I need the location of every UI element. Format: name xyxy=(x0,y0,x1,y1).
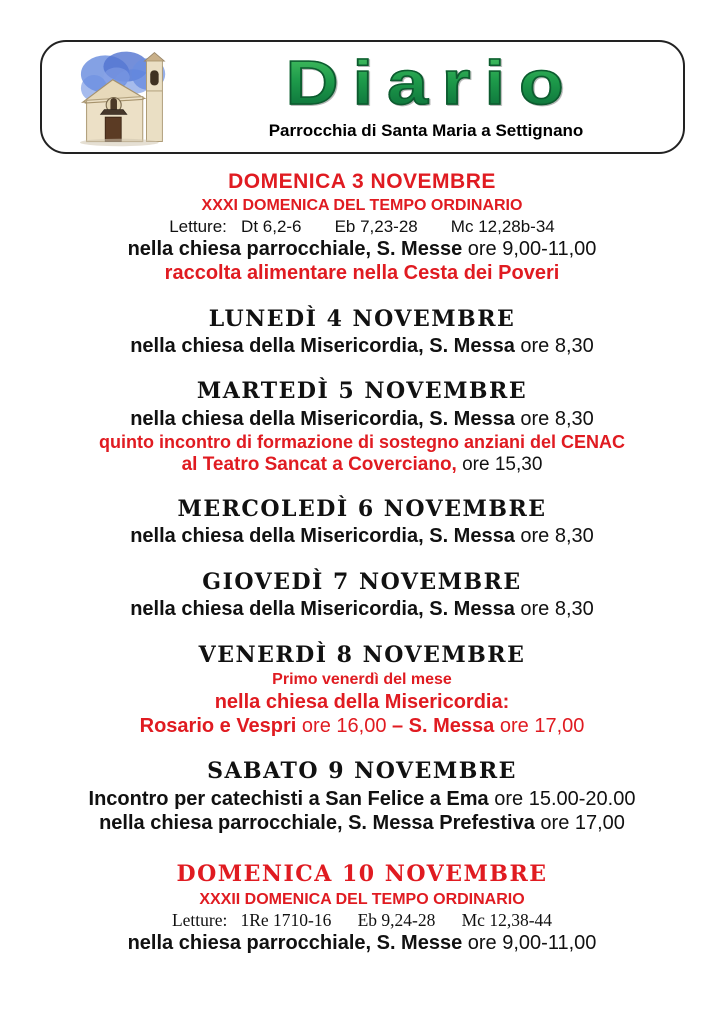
text-part: nella chiesa della Misericordia, S. Messa xyxy=(130,334,515,357)
day-heading: DOMENICA 3 NOVEMBRE xyxy=(228,170,496,193)
text-part: ore 15.00-20.00 xyxy=(488,787,636,810)
text-part: Incontro per catechisti a San Felice a Ema xyxy=(88,787,489,810)
page-title: Diario xyxy=(274,53,578,115)
day-section xyxy=(0,570,724,622)
header-box xyxy=(40,40,685,154)
text-part: nella chiesa parrocchiale, S. Messe xyxy=(127,931,463,954)
text-part: ore 9,00-11,00 xyxy=(462,931,597,954)
text-part: al Teatro Sancat a Coverciano, xyxy=(181,453,457,475)
event-line xyxy=(0,408,724,431)
day-section xyxy=(0,497,724,549)
text-part: ore 9,00-11,00 xyxy=(462,237,597,260)
text-part: – S. Messa xyxy=(392,714,495,737)
day-section xyxy=(0,307,724,359)
event-line xyxy=(0,335,724,358)
day-heading: VENERDÌ 8 NOVEMBRE xyxy=(198,641,526,668)
text-part: nella chiesa parrocchiale, S. Messa Prefestiva xyxy=(99,812,535,835)
text-part: ore 17,00 xyxy=(494,714,585,737)
event-line xyxy=(0,891,724,910)
bulletin-body xyxy=(0,154,724,955)
text-part: ore 8,30 xyxy=(514,525,594,548)
text-part: XXXI DOMENICA DEL TEMPO ORDINARIO xyxy=(201,197,523,215)
day-heading: SABATO 9 NOVEMBRE xyxy=(207,758,517,785)
text-part: ore 17,00 xyxy=(534,812,625,835)
text-part: nella chiesa della Misericordia, S. Messa xyxy=(130,525,515,548)
day-section xyxy=(0,379,724,476)
event-line xyxy=(0,788,724,811)
text-part: Letture: 1Re 1710-16 Eb 9,24-28 Mc 12,38-44 xyxy=(171,910,553,931)
text-part: nella chiesa della Misericordia, S. Messa xyxy=(130,407,515,430)
day-heading: GIOVEDÌ 7 NOVEMBRE xyxy=(202,568,522,595)
event-line xyxy=(0,238,724,261)
day-section xyxy=(0,170,724,286)
day-heading: MERCOLEDÌ 6 NOVEMBRE xyxy=(177,496,547,523)
event-line xyxy=(0,932,724,955)
text-part: ore 8,30 xyxy=(514,407,594,430)
event-line xyxy=(0,197,724,216)
event-line xyxy=(0,715,724,738)
event-line xyxy=(0,525,724,548)
text-part: ore 8,30 xyxy=(514,334,594,357)
event-line xyxy=(0,910,724,930)
text-part: raccolta alimentare nella Cesta dei Poveri xyxy=(164,262,560,285)
text-part: Letture: Dt 6,2-6 Eb 7,23-28 Mc 12,28b-34 xyxy=(169,216,555,236)
day-heading: DOMENICA 10 NOVEMBRE xyxy=(176,861,548,888)
day-section xyxy=(0,862,724,955)
text-part: XXXII DOMENICA DEL TEMPO ORDINARIO xyxy=(199,890,525,908)
day-section xyxy=(0,759,724,835)
day-heading: MARTEDÌ 5 NOVEMBRE xyxy=(196,378,528,405)
church-image xyxy=(62,46,186,149)
event-line xyxy=(0,217,724,237)
event-line xyxy=(0,598,724,621)
text-part: ore 16,00 xyxy=(296,714,392,737)
text-part: quinto incontro di formazione di sostegno anziani del CENAC xyxy=(98,431,625,452)
day-section xyxy=(0,643,724,739)
text-part: nella chiesa della Misericordia: xyxy=(214,690,510,713)
text-part: ore 15,30 xyxy=(456,453,543,475)
header-text-column xyxy=(186,49,667,141)
event-line xyxy=(0,671,724,690)
event-line xyxy=(0,691,724,714)
parish-subtitle: Parrocchia di Santa Maria a Settignano xyxy=(268,121,584,140)
event-line xyxy=(0,812,724,835)
text-part: Primo venerdì del mese xyxy=(272,670,452,688)
event-line xyxy=(0,262,724,285)
day-heading: LUNEDÌ 4 NOVEMBRE xyxy=(208,305,516,332)
text-part: nella chiesa della Misericordia, S. Messa xyxy=(130,598,515,621)
text-part: ore 8,30 xyxy=(514,598,594,621)
text-part: nella chiesa parrocchiale, S. Messe xyxy=(127,237,463,260)
event-line xyxy=(0,454,724,476)
event-line xyxy=(0,432,724,453)
text-part: Rosario e Vespri xyxy=(139,714,297,737)
